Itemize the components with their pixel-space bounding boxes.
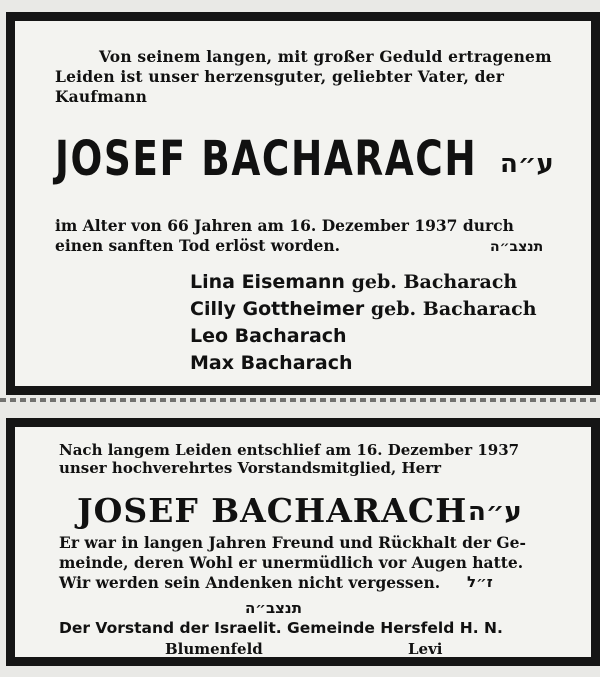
deceased-name: JOSEF BACHARACH [55, 131, 478, 187]
mourner-maiden: geb. Bacharach [364, 298, 537, 320]
intro-text [55, 47, 552, 107]
age-line: einen sanften Tod erlöst worden. [55, 236, 341, 255]
intro-line: Kaufmann [55, 87, 148, 106]
mourner [190, 296, 537, 323]
intro-line: Von seinem langen, mit großer Geduld ertragenem [99, 47, 552, 66]
tribute-line: Er war in langen Jahren Freund und Rückhalt der Ge- [59, 533, 526, 552]
hebrew-tnzbh: תנצב״ה [245, 599, 302, 617]
tribute-line: meinde, deren Wohl er unermüdlich vor Augen hatte. [59, 553, 524, 572]
mourner-name: Leo Bacharach [190, 325, 347, 347]
mourner [190, 323, 537, 350]
intro-line: Nach langem Leiden entschlief am 16. Dezember 1937 [59, 441, 520, 459]
intro-text [59, 441, 519, 477]
hebrew-abbreviation: ע״ה [500, 149, 554, 179]
tribute-line: Wir werden sein Andenken nicht vergessen. [59, 573, 441, 592]
intro-line: unser hochverehrtes Vorstandsmitglied, Herr [59, 459, 442, 477]
tribute-text [59, 533, 526, 593]
board-signature: Der Vorstand der Israelit. Gemeinde Hersfeld H. N. [59, 619, 503, 637]
mourner-name: Max Bacharach [190, 352, 353, 374]
hebrew-zl: ז״ל [467, 573, 493, 591]
obituary-notice-family [6, 12, 600, 395]
separator-rule [0, 398, 600, 402]
signatory-name: Levi [408, 640, 443, 658]
death-details [55, 216, 514, 256]
mourner [190, 269, 537, 296]
obituary-notice-community [6, 418, 600, 666]
mourner-name: Lina Eisemann [190, 271, 345, 293]
intro-line: Leiden ist unser herzensguter, geliebter Vater, der [55, 67, 505, 86]
hebrew-tnzbh: תנצב״ה [490, 239, 544, 255]
mourner [190, 350, 537, 377]
age-line: im Alter von 66 Jahren am 16. Dezember 1937 durch [55, 216, 514, 235]
deceased-name: JOSEF BACHARACH [77, 491, 468, 530]
mourner-maiden: geb. Bacharach [344, 271, 518, 293]
hebrew-abbreviation: ע״ה [468, 497, 522, 527]
mourner-name: Cilly Gottheimer [190, 298, 365, 320]
mourners-list [190, 269, 537, 377]
signatory-name: Blumenfeld [165, 640, 263, 658]
